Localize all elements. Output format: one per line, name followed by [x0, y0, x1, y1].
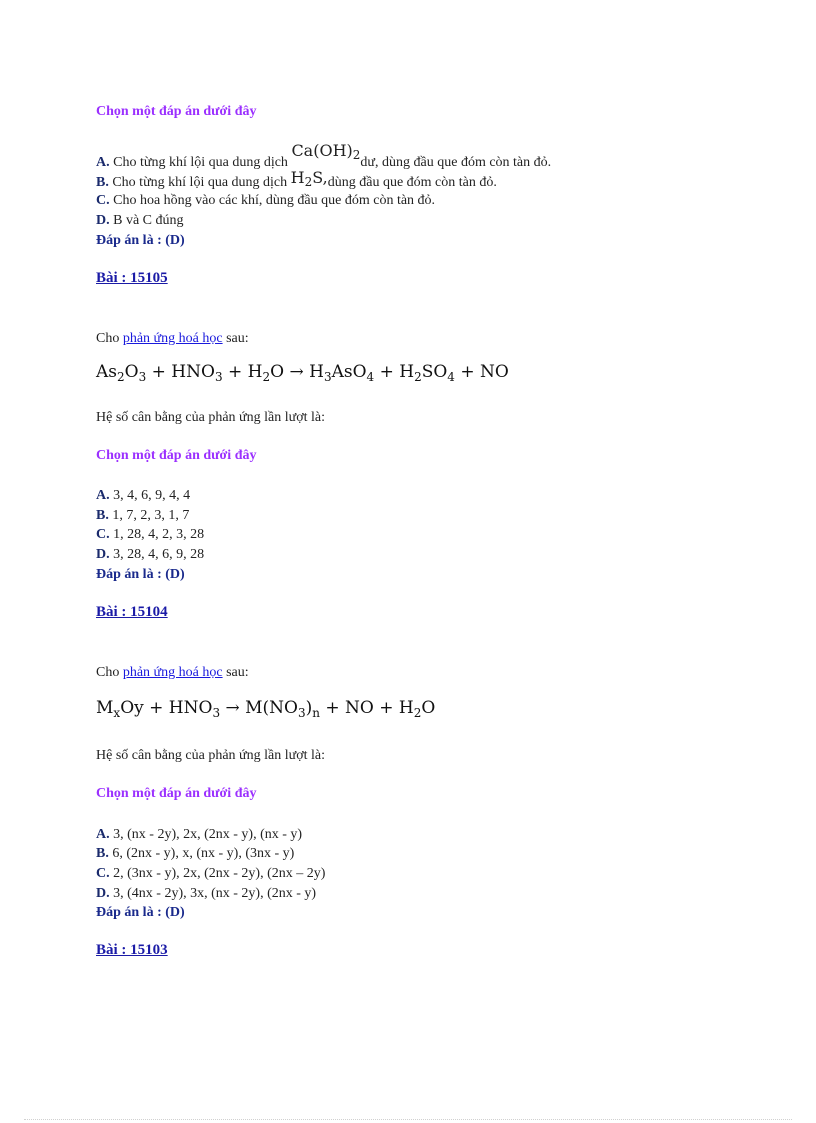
- option-d[interactable]: [96, 211, 184, 230]
- option-letter: B.: [96, 175, 109, 190]
- formula-h2s: $H_2S$,: [290, 168, 328, 189]
- option-text: B và C đúng: [109, 213, 184, 228]
- question-intro: Cho phản ứng hoá học sau:: [96, 665, 249, 680]
- choose-answer-label: Chọn một đáp án dưới đây: [96, 104, 257, 119]
- option-text-after: dùng đầu que đóm còn tàn đỏ.: [327, 175, 497, 190]
- answer-line: Đáp án là : (D): [96, 567, 185, 582]
- equation-as2o3: $As_2O_3 + HNO_3 + H_2O \to H_3AsO_4 + H_2SO_4$ + NO: [96, 362, 509, 384]
- equation-mxoy: $M_xOy + HNO_3 \to M(NO_3)_n$ + NO + $H_2O$: [96, 698, 436, 720]
- answer-line: Đáp án là : (D): [96, 233, 185, 248]
- option-text-after: dư, dùng đầu que đóm còn tàn đỏ.: [360, 155, 552, 170]
- problem-link-15103[interactable]: Bài : 15103: [96, 942, 168, 958]
- formula-ca-oh-2: $Ca(OH)_2$: [291, 141, 361, 162]
- option-c[interactable]: [96, 191, 435, 210]
- option-c[interactable]: C. 1, 28, 4, 2, 3, 28: [96, 527, 205, 542]
- option-b[interactable]: B. 1, 7, 2, 3, 1, 7: [96, 508, 190, 523]
- option-c[interactable]: C. 2, (3nx - y), 2x, (2nx - 2y), (2nx – 2y): [96, 866, 326, 881]
- choose-answer-label: Chọn một đáp án dưới đây: [96, 786, 257, 801]
- choose-answer-label: Chọn một đáp án dưới đây: [96, 448, 257, 463]
- option-letter: D.: [96, 213, 110, 228]
- question-text: Hệ số cân bằng của phản ứng lần lượt là:: [96, 748, 326, 763]
- problem-link-15105[interactable]: Bài : 15105: [96, 270, 168, 286]
- option-letter: C.: [96, 193, 110, 208]
- problem-link-15104[interactable]: Bài : 15104: [96, 604, 168, 620]
- question-text: Hệ số cân bằng của phản ứng lần lượt là:: [96, 410, 326, 425]
- question-intro: Cho phản ứng hoá học sau:: [96, 331, 249, 346]
- option-text: Cho từng khí lội qua dung dịch: [108, 175, 291, 190]
- option-a[interactable]: A. 3, (nx - 2y), 2x, (2nx - y), (nx - y): [96, 827, 303, 842]
- chemical-reaction-link[interactable]: phản ứng hoá học: [122, 331, 223, 346]
- page-bottom-divider: [24, 1119, 792, 1120]
- option-a[interactable]: A. 3, 4, 6, 9, 4, 4: [96, 488, 191, 503]
- option-d[interactable]: D. 3, 28, 4, 6, 9, 28: [96, 547, 205, 562]
- option-text: Cho từng khí lội qua dung dịch: [109, 155, 292, 170]
- chemical-reaction-link[interactable]: phản ứng hoá học: [122, 665, 223, 680]
- option-b[interactable]: B. 6, (2nx - y), x, (nx - y), (3nx - y): [96, 846, 295, 861]
- option-letter: A.: [96, 155, 110, 170]
- answer-line: Đáp án là : (D): [96, 905, 185, 920]
- option-d[interactable]: D. 3, (4nx - 2y), 3x, (nx - 2y), (2nx - y): [96, 886, 317, 901]
- option-text: Cho hoa hồng vào các khí, dùng đầu que đóm còn tàn đỏ.: [109, 193, 436, 208]
